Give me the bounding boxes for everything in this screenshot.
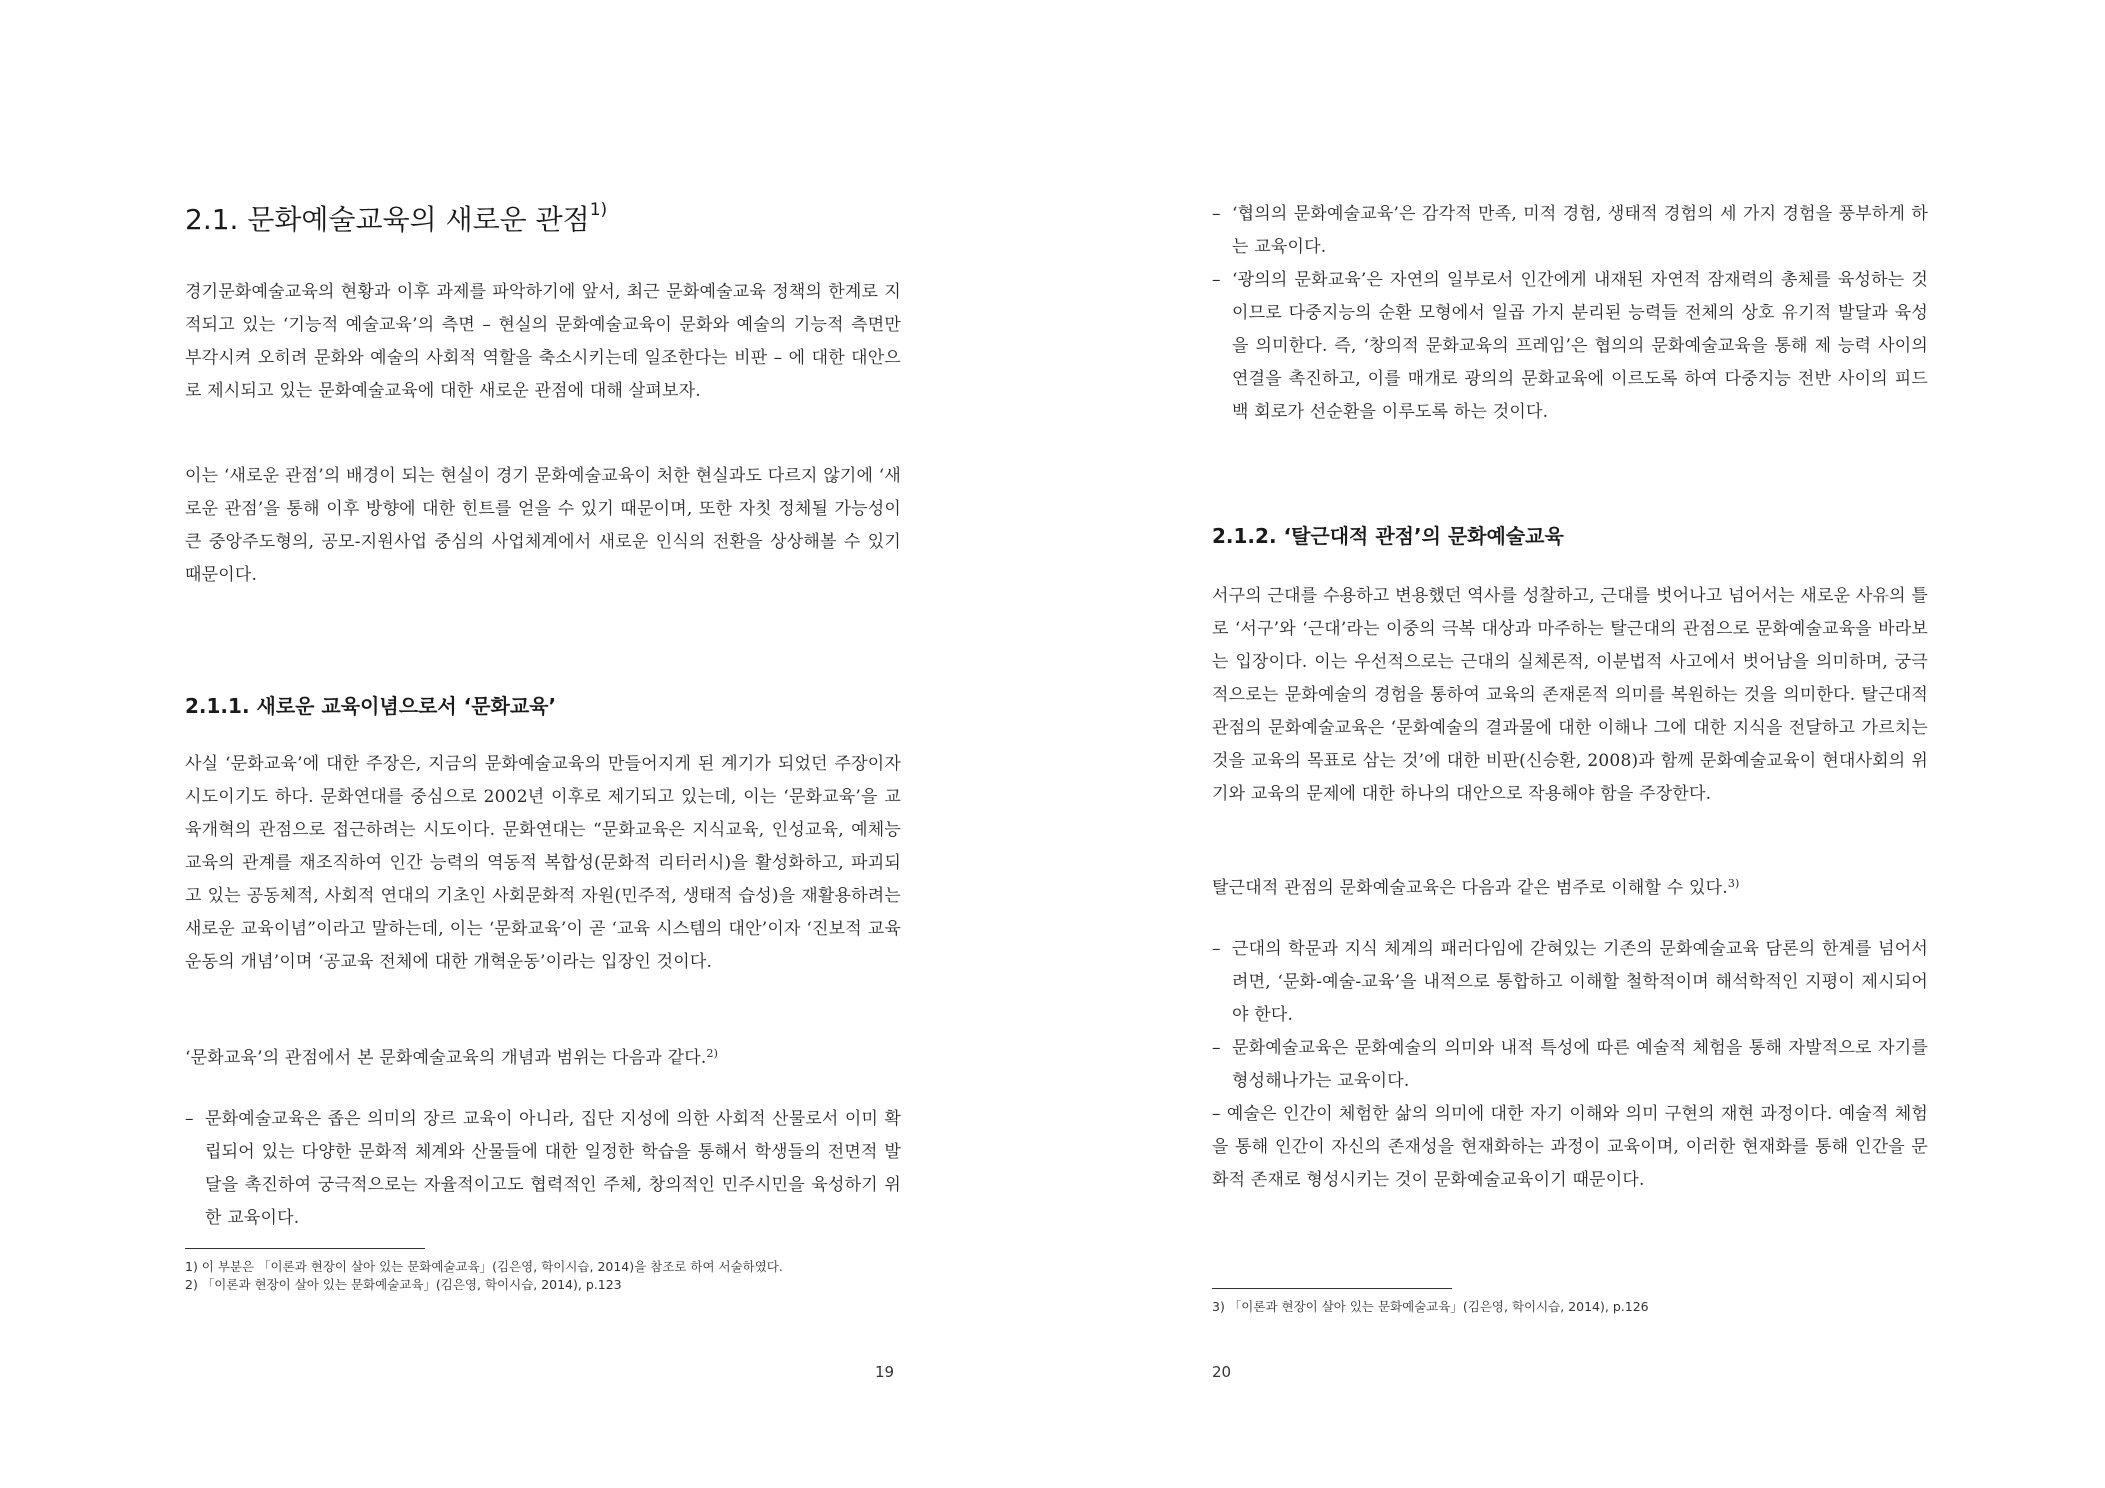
paragraph-categories-intro: 탈근대적 관점의 문화예술교육은 다음과 같은 범주로 이해할 수 있다.$^{3)}$ [1212, 877, 1740, 898]
right-page [1212, 0, 1928, 1488]
page-number: 20 [1212, 1363, 1232, 1381]
section-heading: 2.1. 문화예술교육의 새로운 관점$^{1)}$ [185, 200, 608, 236]
subsection-heading-2-1-2: 2.1.2. ‘탈근대적 관점’의 문화예술교육 [1212, 524, 1564, 548]
paragraph-art-experience: – 예술은 인간이 체험한 삶의 의미에 대한 자기 이해와 의미 구현의 재현 과정이다. 예술적 체험을 통해 인간이 자신의 존재성을 현재화하는 과정이 교육이며, 이러한 현재화를 통해 인간을 문화적 존재로 형성시키는 것이 문화예술교육이기 때문이다. [1212, 1104, 1928, 1190]
subsection-heading-2-1-1: 2.1.1. 새로운 교육이념으로서 ‘문화교육’ [185, 694, 557, 718]
footnote-divider [1212, 1288, 1452, 1289]
footnotes [1212, 1298, 1928, 1316]
paragraph-postmodern: 서구의 근대를 수용하고 변용했던 역사를 성찰하고, 근대를 벗어나고 넘어서는 새로운 사유의 틀로 ‘서구’와 ‘근대’라는 이중의 극복 대상과 마주하는 탈근대의 관점으로 문화예술교육을 바라보는 입장이다. 이는 우선적으로는 근대의 실체론적, 이분법적 사고에서 벗어남을 의미하며, 궁극적으로는 문화예술의 경험을 통하여 교육의 존재론적 의미를 복원하는 것을 의미한다. 탈근대적 관점의 문화예술교육은 ‘문화예술의 결과물에 대한 이해나 그에 대한 지식을 전달하고 가르치는 것을 교육의 목표로 삼는 것’에 대한 비판(신승환, 2008)과 함께 문화예술교육이 현대사회의 위기와 교육의 문제에 대한 하나의 대안으로 작용해야 함을 주장한다. [1212, 586, 1928, 804]
culture-education-list [1212, 198, 1928, 429]
footnote-ref: 3) [1727, 877, 1740, 890]
footnote-2: 2) 「이론과 현장이 살아 있는 문화예술교육」(김은영, 학이시습, 2014), p.123 [185, 1277, 622, 1292]
postmodern-list [1212, 933, 1928, 1098]
list-item: – 문화예술교육은 좁은 의미의 장르 교육이 아니라, 집단 지성에 의한 사회적 산물로서 이미 확립되어 있는 다양한 문화적 체계와 산물들에 대한 일정한 학습을 통해서 학생들의 전면적 발달을 촉진하여 궁극적으로는 자율적이고도 협력적인 주체, 창의적인 민주시민을 육성하기 위한 교육이다. [185, 1109, 901, 1228]
paragraph-intro: 경기문화예술교육의 현황과 이후 과제를 파악하기에 앞서, 최근 문화예술교육 정책의 한계로 지적되고 있는 ‘기능적 예술교육’의 측면 – 현실의 문화예술교육이 문화와 예술의 기능적 측면만 부각시켜 오히려 문화와 예술의 사회적 역할을 축소시키는데 일조한다는 비판 – 에 대한 대안으로 제시되고 있는 문화예술교육에 대한 새로운 관점에 대해 살펴보자. [185, 282, 901, 401]
list-item: – ‘광의의 문화교육’은 자연의 일부로서 인간에게 내재된 자연적 잠재력의 총체를 육성하는 것이므로 다중지능의 순환 모형에서 일곱 가지 분리된 능력들 전체의 상호 유기적 발달과 육성을 의미한다. 즉, ‘창의적 문화교육의 프레임’은 협의의 문화예술교육을 통해 제 능력 사이의 연결을 촉진하고, 이를 매개로 광의의 문화교육에 이르도록 하여 다중지능 전반 사이의 피드백 회로가 선순환을 이루도록 하는 것이다. [1212, 270, 1928, 422]
scope-list [185, 1103, 901, 1235]
footnotes [185, 1258, 901, 1294]
list-item: – 문화예술교육은 문화예술의 의미와 내적 특성에 따른 예술적 체험을 통해 자발적으로 자기를 형성해나가는 교육이다. [1212, 1038, 1928, 1091]
list-item: – 근대의 학문과 지식 체계의 패러다임에 갇혀있는 기존의 문화예술교육 담론의 한계를 넘어서려면, ‘문화-예술-교육’을 내적으로 통합하고 이해할 철학적이며 해석학적인 지평이 제시되어야 한다. [1212, 939, 1928, 1025]
footnote-divider [185, 1248, 425, 1249]
paragraph-background: 이는 ‘새로운 관점’의 배경이 되는 현실이 경기 문화예술교육이 처한 현실과도 다르지 않기에 ‘새로운 관점’을 통해 이후 방향에 대한 힌트를 얻을 수 있기 때문이며, 또한 자칫 정체될 가능성이 큰 중앙주도형의, 공모-지원사업 중심의 사업체계에서 새로운 인식의 전환을 상상해볼 수 있기 때문이다. [185, 466, 901, 585]
list-item: – ‘협의의 문화예술교육’은 감각적 만족, 미적 경험, 생태적 경험의 세 가지 경험을 풍부하게 하는 교육이다. [1212, 204, 1928, 257]
footnote-3: 3) 「이론과 현장이 살아 있는 문화예술교육」(김은영, 학이시습, 2014), p.126 [1212, 1299, 1649, 1314]
footnote-ref: 2) [706, 1047, 719, 1060]
footnote-1: 1) 이 부분은 「이론과 현장이 살아 있는 문화예술교육」(김은영, 학이시습, 2014)을 참조로 하여 서술하였다. [185, 1259, 783, 1274]
page-number: 19 [875, 1363, 895, 1381]
footnote-ref: 1) [589, 200, 608, 220]
paragraph-culture-education: 사실 ‘문화교육’에 대한 주장은, 지금의 문화예술교육의 만들어지게 된 계기가 되었던 주장이자 시도이기도 하다. 문화연대를 중심으로 2002년 이후로 제기되고 있는데, 이는 ‘문화교육’을 교육개혁의 관점으로 접근하려는 시도이다. 문화연대는 “문화교육은 지식교육, 인성교육, 예체능교육의 관계를 재조직하여 인간 능력의 역동적 복합성(문화적 리터러시)을 활성화하고, 파괴되고 있는 공동체적, 사회적 연대의 기초인 사회문화적 자원(민주적, 생태적 습성)을 재활용하려는 새로운 교육이념”이라고 말하는데, 이는 ‘문화교육’이 곧 ‘교육 시스템의 대안’이자 ‘진보적 교육운동의 개념’이며 ‘공교육 전체에 대한 개혁운동’이라는 입장인 것이다. [185, 754, 901, 972]
paragraph-scope-intro: ‘문화교육’의 관점에서 본 문화예술교육의 개념과 범위는 다음과 같다.$^{2)}$ [185, 1047, 719, 1068]
left-page [185, 0, 901, 1488]
